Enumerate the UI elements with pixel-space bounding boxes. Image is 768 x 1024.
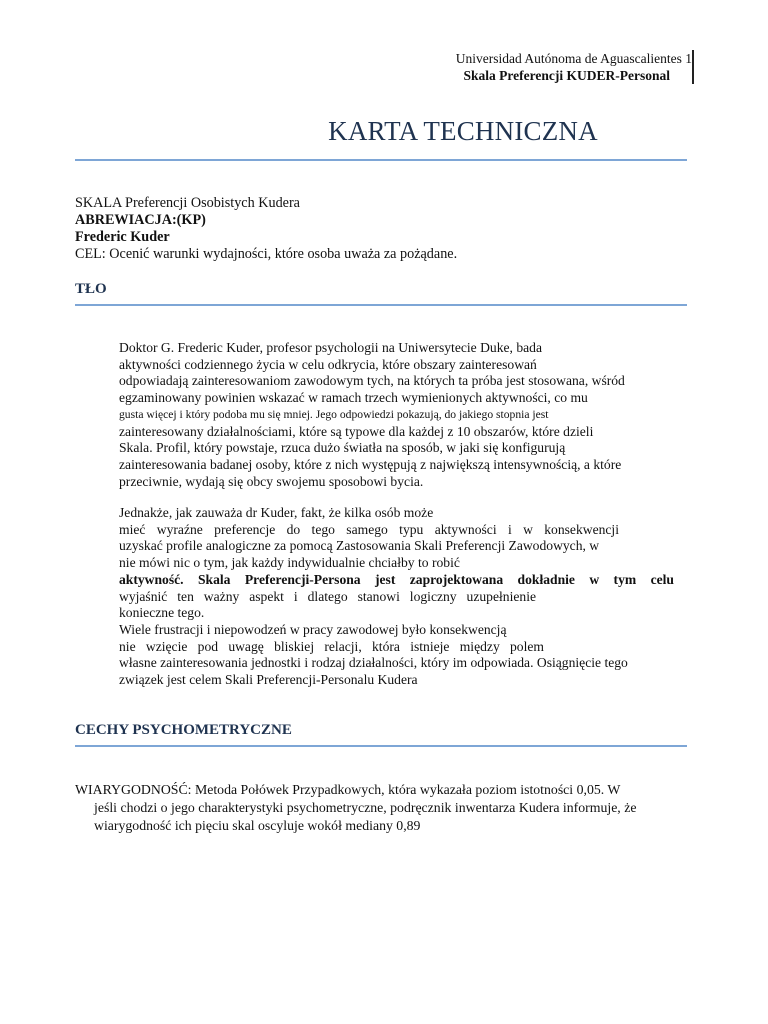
paragraph-line: jeśli chodzi o jego charakterystyki psychometryczne, podręcznik inwentarza Kudera informuje, że [94,800,637,815]
header-document-name: Skala Preferencji KUDER-Personal [463,68,670,83]
paragraph-line: zainteresowany działalnościami, które są typowe dla każdej z 10 obszarów, które dzieli [119,423,594,439]
paragraph-line: związek jest celem Skali Preferencji-Personalu Kudera [119,672,418,688]
abbreviation: ABREWIACJA:(KP) [75,212,206,228]
paragraph-line: mieć wyraźne preferencje do tego samego typu aktywności i w konsekwencji [119,521,619,537]
paragraph-line: Doktor G. Frederic Kuder, profesor psychologii na Uniwersytecie Duke, bada [119,340,542,355]
paragraph-line: Jednakże, jak zauważa dr Kuder, fakt, że kilka osób może [119,505,434,520]
background-paragraph-1 [119,340,674,490]
paragraph-line: Wiele frustracji i niepowodzeń w pracy zawodowej było konsekwencją [119,621,507,637]
paragraph-line: Skala. Profil, który powstaje, rzuca dużo światła na sposób, w jaki się konfigurują [119,440,566,456]
paragraph-line: wiarygodność ich pięciu skal oscyluje wokół mediany 0,89 [94,818,421,833]
paragraph-line: egzaminowany powinien wskazać w ramach trzech wymienionych aktywności, co mu [119,390,588,406]
paragraph-line: własne zainteresowania jednostki i rodzaj działalności, który im odpowiada. Osiągnięcie tego [119,655,628,671]
page-title: KARTA TECHNICZNA [328,116,598,146]
paragraph-line: gusta więcej i który podoba mu się mniej. Jego odpowiedzi pokazują, do jakiego stopnia jest [119,407,549,421]
section-heading-cechy: CECHY PSYCHOMETRYCZNE [75,722,292,738]
scale-name: SKALA Preferencji Osobistych Kudera [75,195,300,211]
header-divider [692,50,694,84]
reliability-paragraph [75,781,675,835]
paragraph-line: zainteresowania badanej osoby, które z nich występują z największą intensywnością, a które [119,456,622,472]
background-paragraph-2 [119,505,674,689]
section-heading-tlo: TŁO [75,281,107,297]
paragraph-line: uzyskać profile analogiczne za pomocą Zastosowania Skali Preferencji Zawodowych, w [119,538,600,554]
paragraph-line: WIARYGODNOŚĆ: Metoda Połówek Przypadkowych, która wykazała poziom istotności 0,05. W [75,782,621,797]
paragraph-line: aktywności codziennego życia w celu odkrycia, które obszary zainteresowań [119,356,537,372]
header-university: Universidad Autónoma de Aguascalientes 1 [455,51,692,66]
paragraph-line: konieczne tego. [119,605,205,621]
section-rule-cechy [75,745,687,747]
paragraph-line: nie mówi nic o tym, jak każdy indywidualnie chciałby to robić [119,555,460,571]
paragraph-line: wyjaśnić ten ważny aspekt i dlatego stanowi logiczny uzupełnienie [119,588,536,604]
page-header [456,50,692,84]
paragraph-line: nie wzięcie pod uwagę bliskiej relacji, która istnieje między polem [119,638,544,654]
paragraph-line: aktywność. Skala Preferencji-Persona jest zaprojektowana dokładnie w tym celu [119,571,674,587]
paragraph-line: przeciwnie, wydają się obcy swojemu sposobowi bycia. [119,473,424,489]
purpose: CEL: Ocenić warunki wydajności, które osoba uważa za pożądane. [75,246,458,262]
author: Frederic Kuder [75,229,170,245]
intro-block [75,195,687,263]
title-underline [75,159,687,161]
section-rule-tlo [75,304,687,306]
paragraph-line: odpowiadają zainteresowaniom zawodowym tych, na których ta próba jest stosowana, wśród [119,373,625,389]
